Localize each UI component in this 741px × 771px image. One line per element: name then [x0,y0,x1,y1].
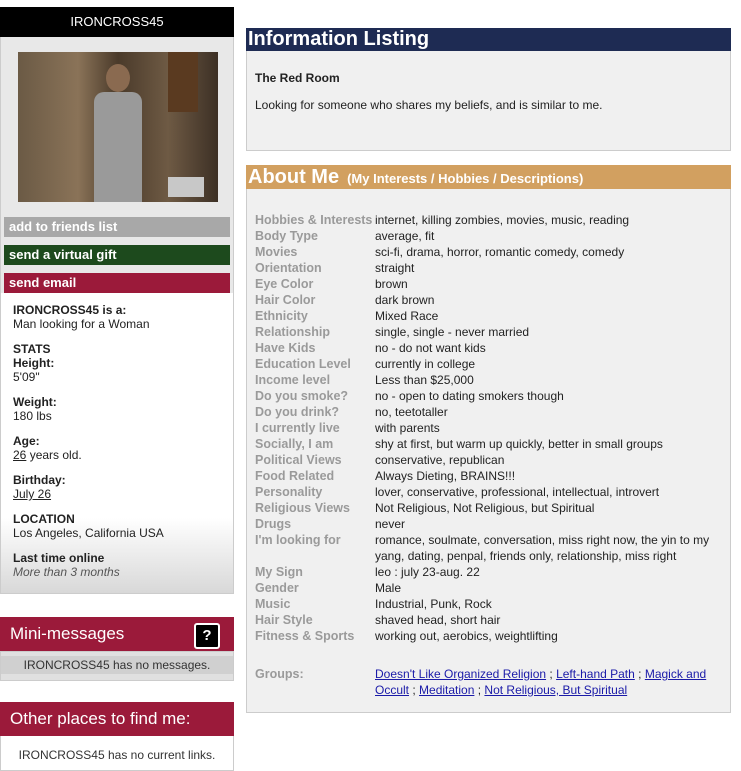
about-row-value: internet, killing zombies, movies, music, reading [375,213,630,227]
about-row [255,564,722,580]
mini-messages-title: Mini-messages [10,624,125,643]
about-row [255,388,722,404]
about-row [255,628,722,644]
about-row-label: Do you drink? [255,405,340,419]
about-row-value: sci-fi, drama, horror, romantic comedy, comedy [375,245,625,259]
about-row [255,420,722,436]
about-row-label: Movies [255,245,298,259]
about-row-label: Relationship [255,325,331,339]
height-value: 5'09" [13,370,40,384]
last-online-value: More than 3 months [13,565,120,579]
about-row-value: Always Dieting, BRAINS!!! [375,469,516,483]
about-row [255,612,722,628]
age-label: Age: [13,434,40,448]
about-row [255,212,722,228]
about-row-label: Gender [255,581,299,595]
about-row [255,436,722,452]
listing-text: Looking for someone who shares my beliefs, and is similar to me. [255,98,603,112]
about-row-value: no, teetotaller [375,405,448,419]
other-places-title: Other places to find me: [10,709,191,728]
age-link[interactable]: 26 [13,448,27,462]
other-places-body [0,736,234,771]
listing-box [246,51,731,151]
about-row-label: Ethnicity [255,309,308,323]
group-separator: ; [546,667,557,681]
location-label: LOCATION [13,512,75,526]
about-row-value: working out, aerobics, weightlifting [375,629,558,643]
about-row [255,340,722,356]
about-row-label: Religious Views [255,501,350,515]
about-row-value: average, fit [375,229,435,243]
stats-heading: STATS [13,342,51,356]
location-value: Los Angeles, California USA [13,526,164,540]
about-row-label: Have Kids [255,341,316,355]
about-row-value: straight [375,261,415,275]
about-row [255,276,722,292]
about-row-value: dark brown [375,293,435,307]
groups-label: Groups: [255,667,304,681]
group-separator: ; [474,683,485,697]
about-row [255,292,722,308]
group-link[interactable]: Not Religious, But Spiritual [484,683,628,697]
about-row-value: Industrial, Punk, Rock [375,597,492,611]
about-row-label: Drugs [255,517,292,531]
about-row [255,468,722,484]
add-friend-button[interactable]: add to friends list [4,217,230,237]
about-row-label: Income level [255,373,331,387]
about-row-label: Orientation [255,261,322,275]
send-gift-button[interactable]: send a virtual gift [4,245,230,265]
age-value [13,448,221,462]
profile-photo[interactable] [18,52,218,202]
about-row-label: Eye Color [255,277,314,291]
about-row-label: Body Type [255,229,318,243]
mini-messages-body [0,651,234,681]
groups-list [375,666,722,698]
about-row-value: shy at first, but warm up quickly, better in small groups [375,437,663,451]
about-row-label: I'm looking for [255,533,341,547]
about-row [255,260,722,276]
group-separator: ; [409,683,420,697]
other-places-panel [0,702,234,771]
listing-title: The Red Room [255,71,340,85]
profile-main [246,28,731,713]
profile-photo-panel [0,37,234,217]
about-row-value: no - open to dating smokers though [375,389,564,403]
about-rows [255,212,722,644]
about-row-label: Do you smoke? [255,389,349,403]
about-row-label: I currently live [255,421,340,435]
other-places-empty: IRONCROSS45 has no current links. [1,746,233,764]
about-row-value: shaved head, short hair [375,613,501,627]
group-link[interactable]: Meditation [419,683,475,697]
about-row-label: Hair Style [255,613,313,627]
about-row [255,244,722,260]
profile-info [0,293,234,594]
mini-messages-header [0,617,234,651]
birthday-label: Birthday: [13,473,66,487]
profile-actions [0,217,234,293]
mini-messages-empty: IRONCROSS45 has no messages. [1,656,233,674]
about-row [255,404,722,420]
group-separator: ; [634,667,645,681]
about-row-value: leo : july 23-aug. 22 [375,565,480,579]
about-box [246,189,731,713]
about-row-label: My Sign [255,565,303,579]
about-subheading: (My Interests / Hobbies / Descriptions) [347,171,584,186]
about-row [255,356,722,372]
identity-value: Man looking for a Woman [13,317,150,331]
about-row-value: no - do not want kids [375,341,486,355]
about-row [255,596,722,612]
about-row-value: with parents [375,421,440,435]
about-row [255,452,722,468]
about-header [246,165,731,189]
about-row-value: Not Religious, Not Religious, but Spiritual [375,501,595,515]
group-link[interactable]: Left-hand Path [556,667,635,681]
about-row [255,500,722,516]
about-row-label: Personality [255,485,323,499]
profile-username: IRONCROSS45 [0,7,234,37]
about-row [255,324,722,340]
about-row-label: Hobbies & Interests [255,213,373,227]
birthday-link[interactable]: July 26 [13,487,52,501]
about-row-label: Fitness & Sports [255,629,355,643]
send-email-button[interactable]: send email [4,273,230,293]
about-row [255,484,722,500]
group-link[interactable]: Doesn't Like Organized Religion [375,667,547,681]
about-row [255,532,722,564]
about-row-value: never [375,517,406,531]
about-heading: About Me [248,166,340,188]
about-row-label: Music [255,597,291,611]
height-label: Height: [13,356,55,370]
about-row-value: single, single - never married [375,325,530,339]
help-icon[interactable]: ? [194,623,220,649]
about-row-value: brown [375,277,408,291]
about-row-value: conservative, republican [375,453,505,467]
about-row [255,516,722,532]
weight-label: Weight: [13,395,57,409]
age-suffix: years old. [26,448,82,462]
about-row-label: Political Views [255,453,342,467]
about-row-label: Food Related [255,469,335,483]
group-link[interactable]: Magick and Occult [375,667,707,697]
weight-value: 180 lbs [13,409,52,423]
profile-sidebar [0,7,234,594]
mini-messages-panel [0,617,234,681]
about-row-value: Male [375,581,402,595]
about-row-label: Hair Color [255,293,316,307]
about-row [255,308,722,324]
other-places-header [0,702,234,736]
about-row-value: Less than $25,000 [375,373,474,387]
last-online-label: Last time online [13,551,105,565]
about-row-value: currently in college [375,357,476,371]
about-row [255,372,722,388]
about-row-value: romance, soulmate, conversation, miss right now, the yin to my yang, dating, penpal, friends only, relationship, miss right [375,533,710,563]
groups-row [255,666,722,698]
about-row-value: Mixed Race [375,309,439,323]
about-row-label: Education Level [255,357,351,371]
about-row-value: lover, conservative, professional, intellectual, introvert [375,485,660,499]
listing-heading: Information Listing [246,28,731,51]
identity-label: IRONCROSS45 is a: [13,303,127,317]
about-row-label: Socially, I am [255,437,334,451]
about-row [255,580,722,596]
about-row [255,228,722,244]
